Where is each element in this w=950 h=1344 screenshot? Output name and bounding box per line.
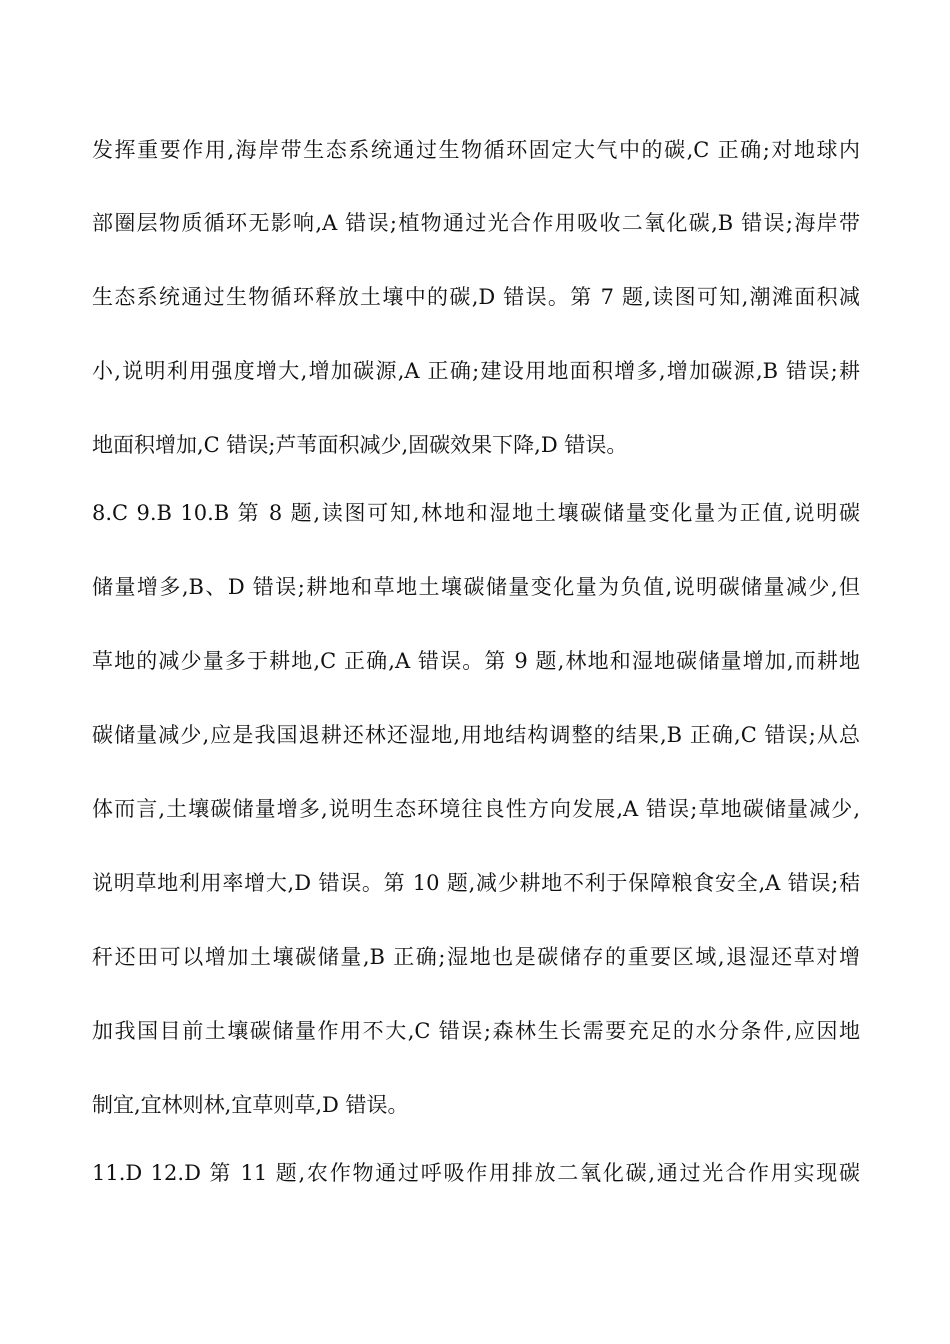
text-line-13: 加我国目前土壤碳储量作用不大,C 错误;森林生长需要充足的水分条件,应因地 <box>92 1019 860 1043</box>
answer-line-8-10: 8.C 9.B 10.B 第 8 题,读图可知,林地和湿地土壤碳储量变化量为正值,说明碳 <box>92 501 860 525</box>
text-line-4: 小,说明利用强度增大,增加碳源,A 正确;建设用地面积增多,增加碳源,B 错误;耕 <box>92 359 860 383</box>
text-line-12: 秆还田可以增加土壤碳储量,B 正确;湿地也是碳储存的重要区域,退湿还草对增 <box>92 945 860 969</box>
text-line-5: 地面积增加,C 错误;芦苇面积减少,固碳效果下降,D 错误。 <box>92 433 628 457</box>
text-line-7: 储量增多,B、D 错误;耕地和草地土壤碳储量变化量为负值,说明碳储量减少,但 <box>92 575 860 599</box>
text-line-1: 发挥重要作用,海岸带生态系统通过生物循环固定大气中的碳,C 正确;对地球内 <box>92 138 860 162</box>
text-line-14: 制宜,宜林则林,宜草则草,D 错误。 <box>92 1093 409 1117</box>
text-line-11: 说明草地利用率增大,D 错误。第 10 题,减少耕地不利于保障粮食安全,A 错误;秸 <box>92 871 860 895</box>
text-line-3: 生态系统通过生物循环释放土壤中的碳,D 错误。第 7 题,读图可知,潮滩面积减 <box>92 285 860 309</box>
text-line-9: 碳储量减少,应是我国退耕还林还湿地,用地结构调整的结果,B 正确,C 错误;从总 <box>92 723 860 747</box>
text-line-8: 草地的减少量多于耕地,C 正确,A 错误。第 9 题,林地和湿地碳储量增加,而耕地 <box>92 649 860 673</box>
answer-line-11-12: 11.D 12.D 第 11 题,农作物通过呼吸作用排放二氧化碳,通过光合作用实现碳 <box>92 1161 860 1185</box>
text-line-2: 部圈层物质循环无影响,A 错误;植物通过光合作用吸收二氧化碳,B 错误;海岸带 <box>92 211 860 235</box>
text-line-10: 体而言,土壤碳储量增多,说明生态环境往良性方向发展,A 错误;草地碳储量减少, <box>92 797 860 821</box>
